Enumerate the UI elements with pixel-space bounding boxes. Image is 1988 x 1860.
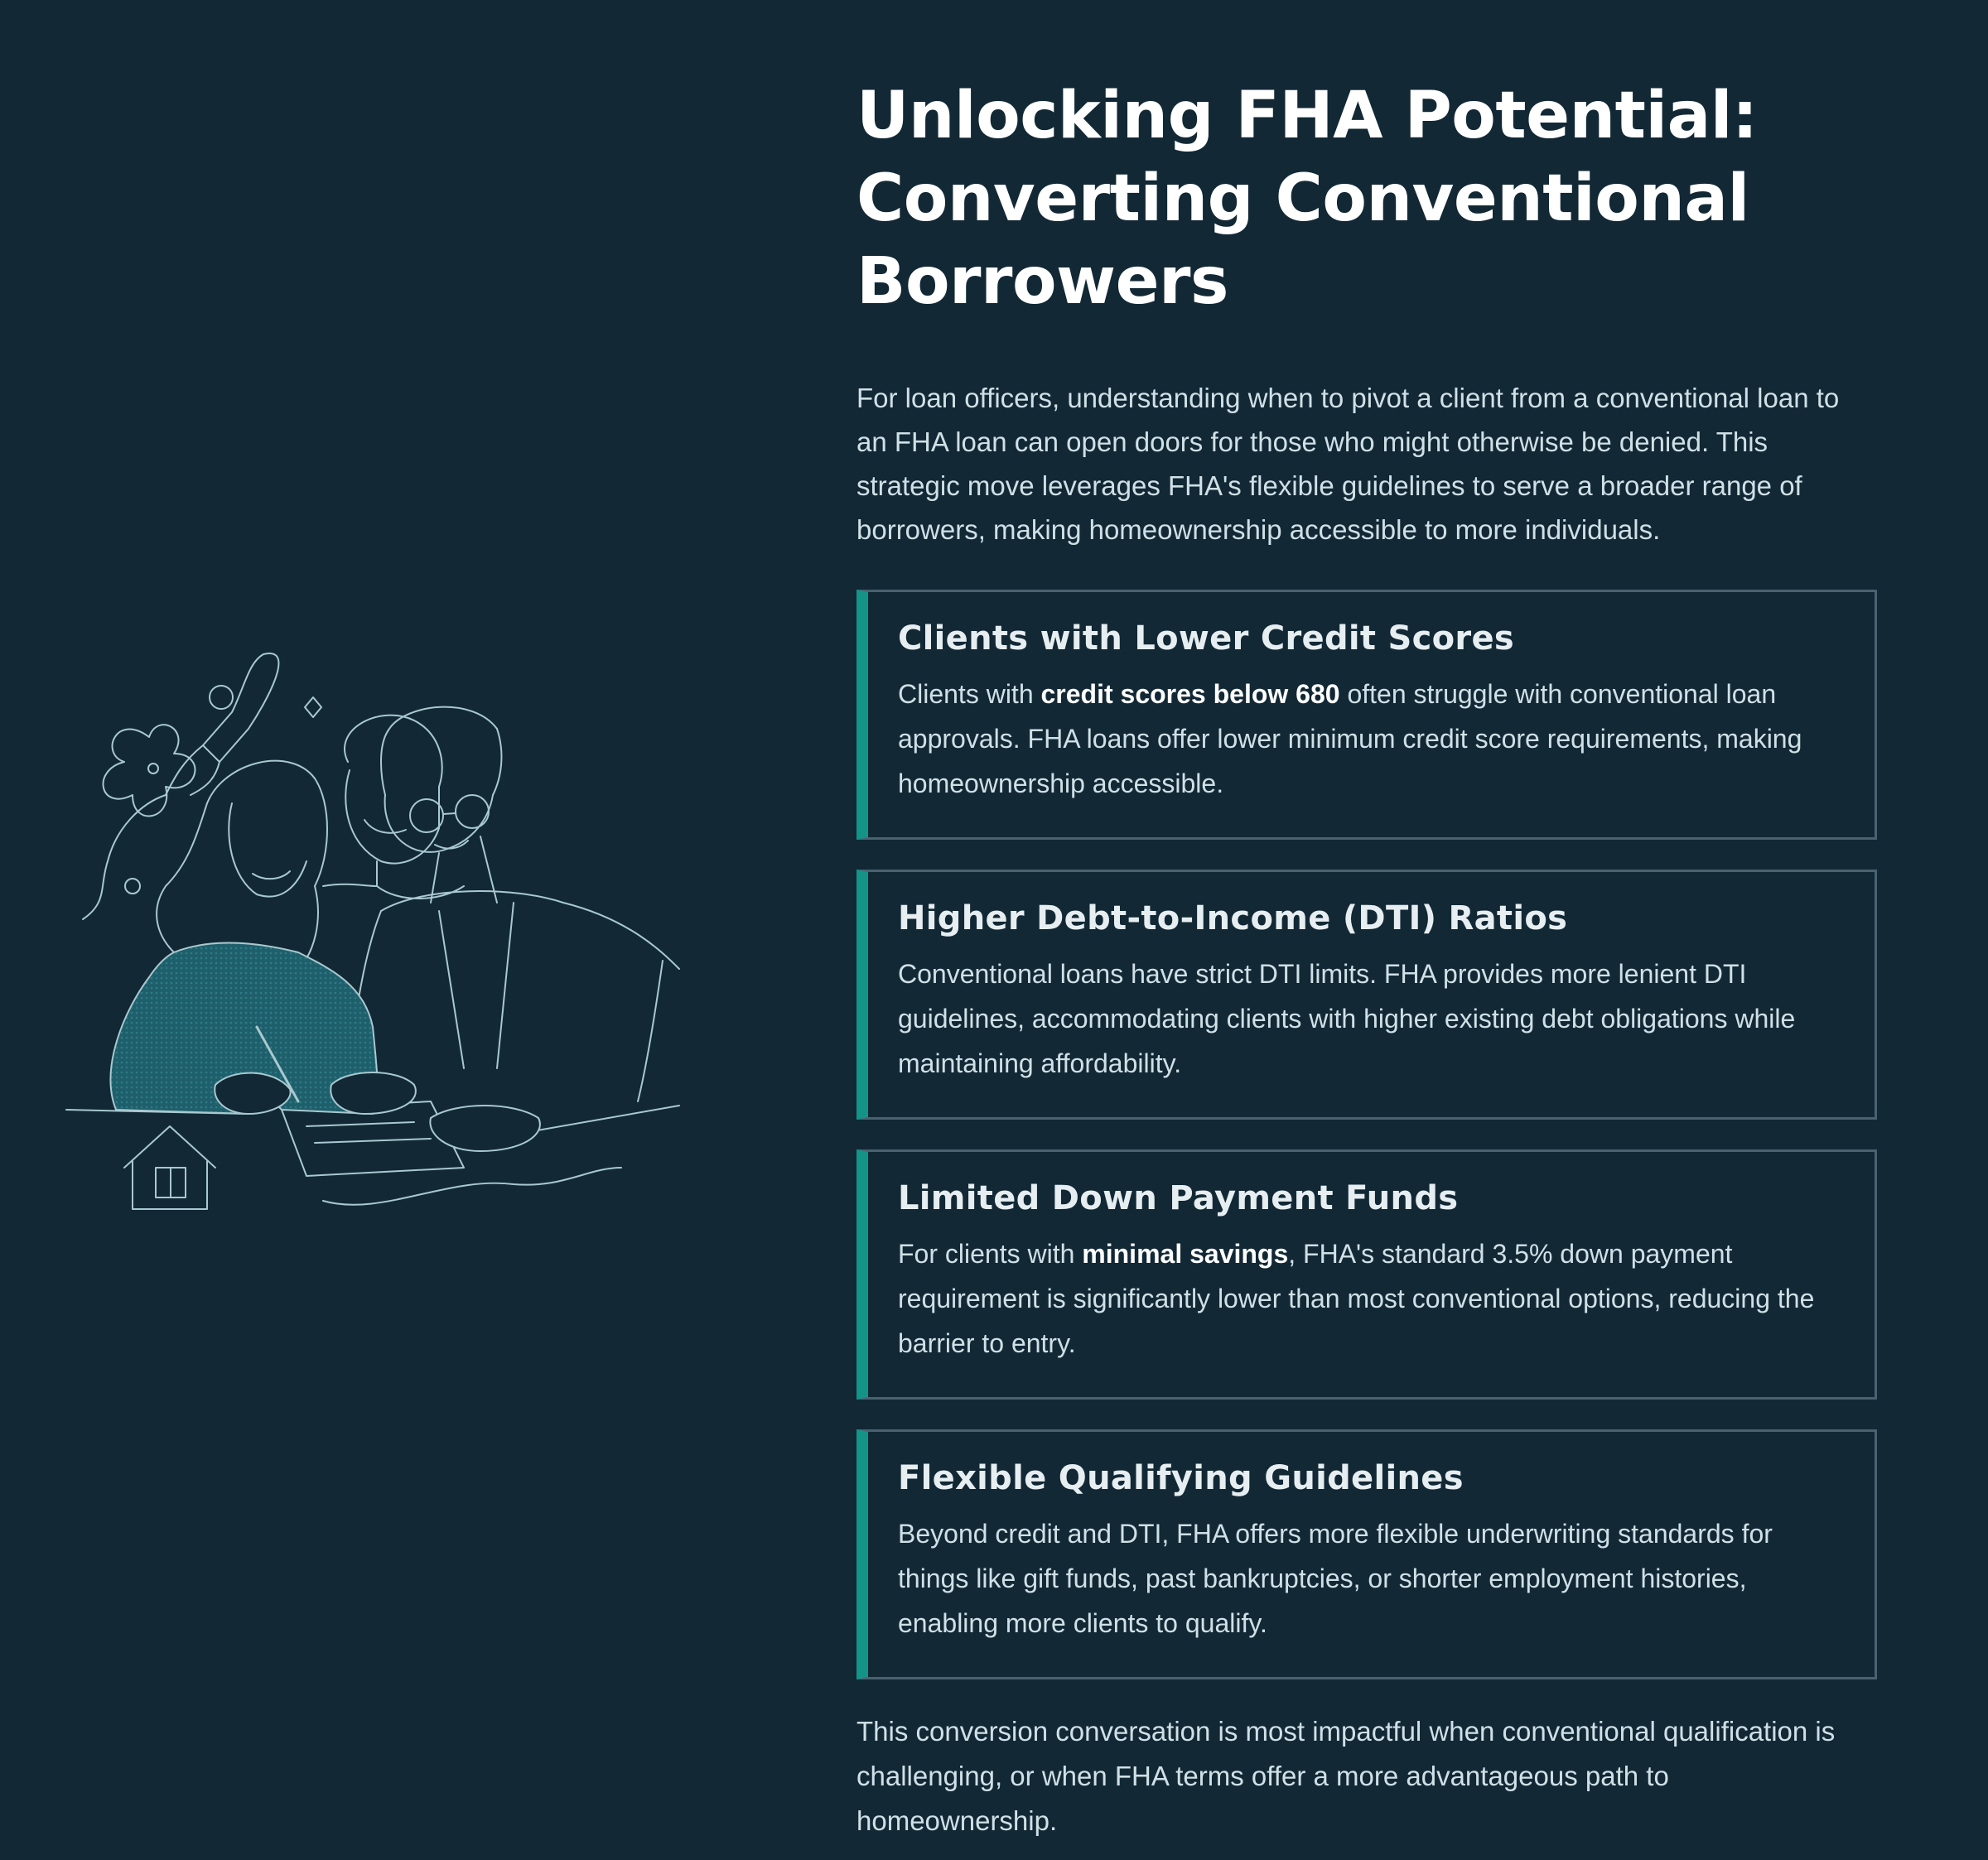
card-title: Flexible Qualifying Guidelines xyxy=(898,1459,1464,1497)
title-line-2: Converting Conventional xyxy=(856,161,1749,236)
title-line-3: Borrowers xyxy=(856,244,1228,319)
card-title: Clients with Lower Credit Scores xyxy=(898,619,1514,658)
card-text: Clients with credit scores below 680 often struggle with conventional loan approvals. FHA loans offer lower minimum credit score requirements, making homeownership accessible. xyxy=(898,679,1802,798)
card-text: Beyond credit and DTI, FHA offers more flexible underwriting standards for things like gift funds, past bankruptcies, or shorter employment histories, enabling more clients to qualify. xyxy=(898,1519,1773,1638)
hands xyxy=(215,1072,540,1151)
closing-paragraph: This conversion conversation is most impactful when conventional qualification is challenging, or when FHA terms offer a more advantageous path to homeownership. xyxy=(856,1716,1836,1836)
title-line-1: Unlocking FHA Potential: xyxy=(856,79,1758,153)
man-glasses-figure xyxy=(348,707,679,1101)
card-text-emphasis: credit scores below 680 xyxy=(1040,679,1340,709)
house-icon xyxy=(124,1126,215,1209)
card-limited-down-payment xyxy=(856,1149,1877,1400)
woman-figure xyxy=(157,761,327,969)
family-signing-mortgage-illustration xyxy=(50,638,696,1234)
card-text: Conventional loans have strict DTI limits. FHA provides more lenient DTI guidelines, accommodating clients with higher existing debt obligations while maintaining affordability. xyxy=(898,959,1796,1078)
card-text-emphasis: minimal savings xyxy=(1082,1239,1289,1269)
card-flexible-guidelines xyxy=(856,1429,1877,1679)
card-higher-dti xyxy=(856,870,1877,1120)
intro-paragraph: For loan officers, understanding when to pivot a client from a conventional loan to an FHA loan can open doors for those who might otherwise be denied. This strategic move leverages FHA's flexible guidelines to serve a broader range of borrowers, making homeownership accessible to more individuals. xyxy=(856,383,1840,545)
page-title xyxy=(856,75,1875,323)
card-title: Limited Down Payment Funds xyxy=(898,1179,1459,1217)
main-content xyxy=(856,75,1875,1860)
card-text: For clients with minimal savings, FHA's standard 3.5% down payment requirement is significantly lower than most conventional options, reducing the barrier to entry. xyxy=(898,1239,1815,1358)
card-lower-credit-scores xyxy=(856,590,1877,840)
reason-cards xyxy=(856,590,1875,1679)
card-title: Higher Debt-to-Income (DTI) Ratios xyxy=(898,899,1568,937)
man-middle-figure xyxy=(323,716,464,899)
